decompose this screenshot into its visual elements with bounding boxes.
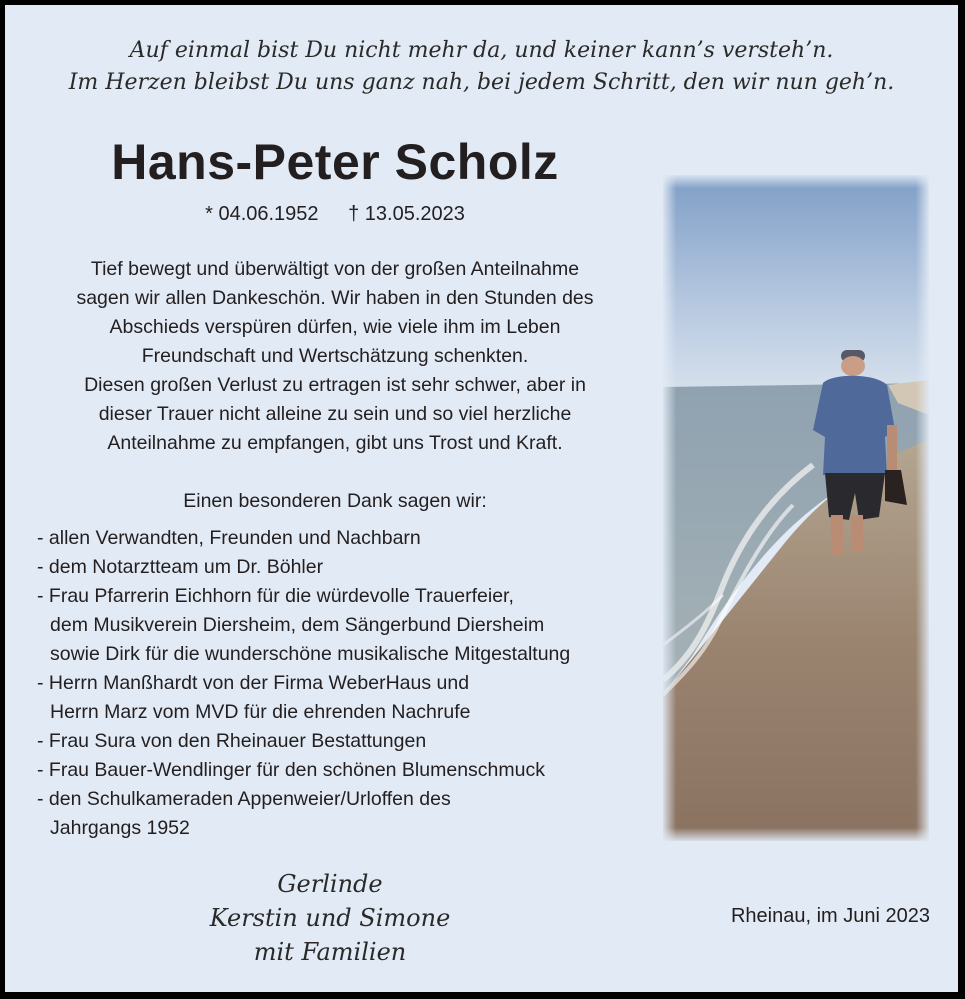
message-line: Abschieds verspüren dürfen, wie viele ihm im Leben	[109, 316, 561, 338]
deceased-name: Hans-Peter Scholz	[111, 134, 559, 190]
beach-photo-image	[663, 175, 929, 841]
thanks-list	[37, 524, 657, 843]
message-line: Anteilnahme zu empfangen, gibt uns Trost und Kraft.	[107, 432, 563, 454]
message-line: Freundschaft und Wertschätzung schenkten.	[141, 345, 529, 367]
thanks-title: Einen besonderen Dank sagen wir:	[183, 490, 487, 512]
thank-you-message	[25, 255, 645, 458]
signatures	[155, 867, 505, 969]
birth-date: * 04.06.1952	[205, 203, 319, 225]
beach-photo	[663, 175, 929, 841]
life-dates	[35, 201, 635, 227]
thanks-item: - Frau Bauer-Wendlinger für den schönen Blumenschmuck	[37, 759, 545, 781]
death-date: † 13.05.2023	[348, 203, 465, 225]
poem-line-1: Auf einmal bist Du nicht mehr da, und keiner kann’s versteh’n.	[129, 38, 834, 63]
thanks-item: - den Schulkameraden Appenweier/Urloffen des	[37, 788, 451, 810]
signature-line: mit Familien	[253, 938, 407, 966]
poem-line-2: Im Herzen bleibst Du uns ganz nah, bei jedem Schritt, den wir nun geh’n.	[68, 70, 895, 95]
obituary-card	[5, 5, 958, 992]
poem	[5, 35, 958, 99]
place-date: Rheinau, im Juni 2023	[730, 905, 930, 927]
thanks-item: - Frau Sura von den Rheinauer Bestattungen	[37, 730, 427, 752]
thanks-item: - Herrn Manßhardt von der Firma WeberHaus und	[37, 672, 470, 694]
message-line: Diesen großen Verlust zu ertragen ist sehr schwer, aber in	[84, 374, 586, 396]
thanks-item: sowie Dirk für die wunderschöne musikalische Mitgestaltung	[50, 643, 571, 665]
message-line: Tief bewegt und überwältigt von der großen Anteilnahme	[90, 258, 580, 280]
thanks-item: - dem Notarztteam um Dr. Böhler	[37, 556, 324, 578]
thanks-item: - allen Verwandten, Freunden und Nachbarn	[37, 527, 421, 549]
message-line: sagen wir allen Dankeschön. Wir haben in den Stunden des	[76, 287, 594, 309]
signature-line: Gerlinde	[277, 870, 383, 898]
signature-line: Kerstin und Simone	[209, 904, 451, 932]
message-line: dieser Trauer nicht alleine zu sein und so viel herzliche	[98, 403, 572, 425]
thanks-item: - Frau Pfarrerin Eichhorn für die würdevolle Trauerfeier,	[37, 585, 514, 607]
thanks-item: dem Musikverein Diersheim, dem Sängerbund Diersheim	[50, 614, 545, 636]
thanks-item: Jahrgangs 1952	[50, 817, 190, 839]
thanks-item: Herrn Marz vom MVD für die ehrenden Nachrufe	[50, 701, 471, 723]
